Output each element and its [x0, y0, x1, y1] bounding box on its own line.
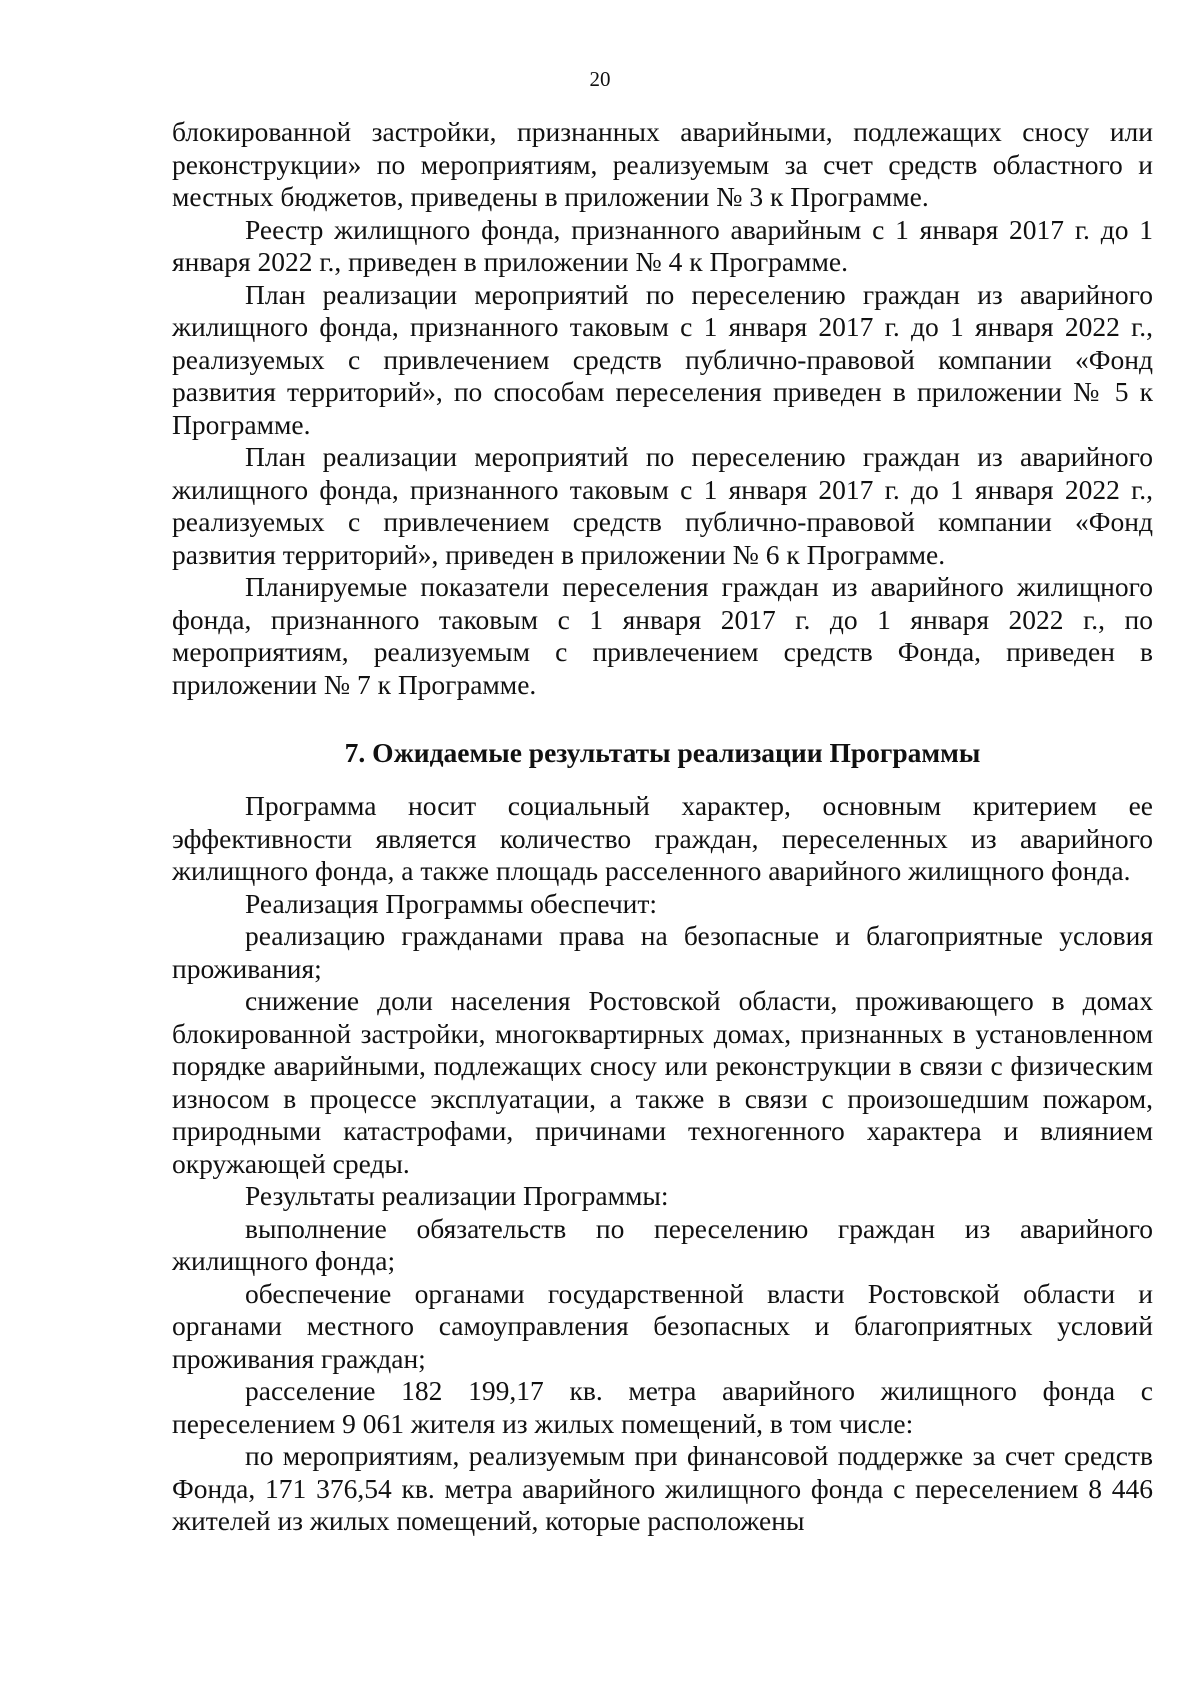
paragraph-plan: План реализации мероприятий по переселению граждан из аварийного жилищного фонда, признанного таковым с 1 января 2017 г. до 1 января 2022 г., реализуемых с привлечением средств публично-правовой компании «Фонд развития территорий», приведен в приложении № 6 к Программе. — [172, 441, 1153, 570]
page-number: 20 — [589, 67, 611, 91]
paragraph-registry: Реестр жилищного фонда, признанного аварийным с 1 января 2017 г. до 1 января 2022 г., приведен в приложении № 4 к Программе. — [172, 213, 1153, 277]
paragraph-program-provides: Реализация Программы обеспечит: — [245, 887, 658, 919]
body-text-bottom — [172, 790, 1153, 1538]
paragraph-resettlement-total: расселение 182 199,17 кв. метра аварийного жилищного фонда с переселением 9 061 жителя из жилых помещений, в том числе: — [172, 1375, 1153, 1439]
paragraph-plan-by-method: План реализации мероприятий по переселению граждан из аварийного жилищного фонда, признанного таковым с 1 января 2017 г. до 1 января 2022 г., реализуемых с привлечением средств публично-правовой компании «Фонд развития территорий», по способам переселения приведен в приложении № 5 к Программе. — [172, 278, 1153, 440]
paragraph-program-character: Программа носит социальный характер, основным критерием ее эффективности является количество граждан, переселенных из аварийного жилищного фонда, а также площадь расселенного аварийного жилищного фонда. — [172, 790, 1153, 886]
paragraph-right-realization: реализацию гражданами права на безопасные и благоприятные условия проживания; — [172, 920, 1153, 984]
section-heading: 7. Ожидаемые результаты реализации Программы — [344, 737, 981, 768]
paragraph-planned-indicators: Планируемые показатели переселения граждан из аварийного жилищного фонда, признанного таковым с 1 января 2017 г. до 1 января 2022 г., по мероприятиям, реализуемым с привлечением средств Фонда, приведен в приложении № 7 к Программе. — [172, 571, 1153, 700]
paragraph-continuation: блокированной застройки, признанных аварийными, подлежащих сносу или реконструкции» по мероприятиям, реализуемым за счет средств областного и местных бюджетов, приведены в приложении № 3 к Программе. — [172, 116, 1153, 212]
paragraph-share-reduction: снижение доли населения Ростовской области, проживающего в домах блокированной застройки, многоквартирных домах, признанных в установленном порядке аварийными, подлежащих сносу или реконструкции в связи с физическим износом в процессе эксплуатации, а также в связи с произошедшим пожаром, природными катастрофами, причинами техногенного характера и влиянием окружающей среды. — [172, 985, 1153, 1179]
paragraph-results-heading: Результаты реализации Программы: — [245, 1180, 669, 1211]
body-text-top — [172, 116, 1153, 701]
paragraph-obligations: выполнение обязательств по переселению граждан из аварийного жилищного фонда; — [172, 1212, 1153, 1276]
paragraph-authorities: обеспечение органами государственной власти Ростовской области и органами местного самоуправления безопасных и благоприятных условий проживания граждан; — [172, 1277, 1153, 1374]
paragraph-resettlement-fund: по мероприятиям, реализуемым при финансовой поддержке за счет средств Фонда, 171 376,54 кв. метра аварийного жилищного фонда с переселением 8 446 жителей из жилых помещений, которые расположены — [172, 1440, 1153, 1536]
